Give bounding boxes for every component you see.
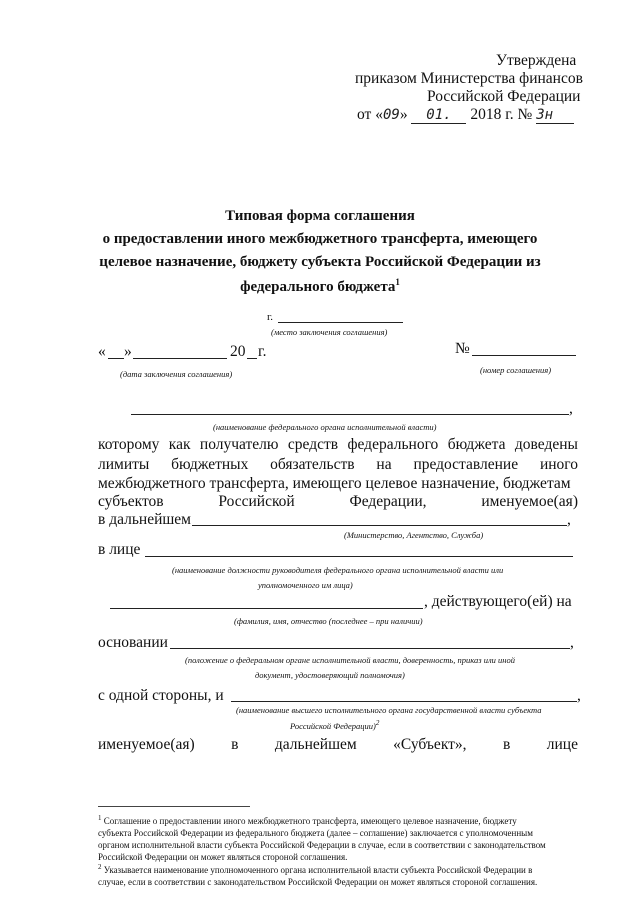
approval-line-2: приказом Министерства финансов: [355, 70, 583, 87]
basis-label: основании: [98, 634, 168, 651]
date-day-field[interactable]: [108, 358, 124, 359]
acting-label: , действующего(ей) на: [424, 593, 572, 610]
ministry-field[interactable]: [192, 525, 567, 526]
name-caption: (фамилия, имя, отчество (последнее – при наличии): [234, 616, 423, 626]
in-person-label: в лице: [98, 541, 141, 558]
paragraph-last-line: [98, 736, 578, 754]
date-year-field[interactable]: [247, 358, 257, 359]
authority-name-field[interactable]: [131, 414, 569, 415]
subject-caption-1: (наименование высшего исполнительного органа государственной власти субъекта: [236, 705, 542, 715]
approval-date-year: 2018 г. №: [470, 106, 533, 123]
word: федерального: [347, 436, 439, 453]
word: которому: [98, 436, 160, 453]
footnote-1: [98, 812, 582, 863]
footnote-1-line-2: субъекта Российской Федерации из федерального бюджета (далее – соглашение) заключается с уполномоченным: [98, 828, 533, 838]
footnote-2-line-1: Указывается наименование уполномоченного органа исполнительной власти субъекта Российской Федерации в: [103, 865, 533, 875]
word: именуемое(ая): [481, 493, 578, 510]
title-line-2: о предоставлении иного межбюджетного трансферта, имеющего: [102, 231, 538, 247]
paragraph-line-1: [98, 436, 578, 454]
approval-date-day: 09: [382, 107, 400, 123]
approval-line-1: Утверждена: [496, 52, 577, 69]
date-year-suffix: г.: [258, 343, 267, 360]
word: средств: [287, 436, 339, 453]
approval-order-number: 3н: [536, 107, 574, 124]
word: Федерации,: [349, 493, 427, 510]
footnote-2-mark: 2: [98, 863, 102, 871]
agreement-number-field[interactable]: [472, 355, 576, 356]
word: бюджета: [447, 436, 506, 453]
word: в: [231, 736, 239, 753]
subject-footnote-mark: 2: [375, 719, 380, 727]
title-line-1: Типовая форма соглашения: [225, 208, 415, 224]
word: лимиты: [98, 456, 150, 473]
word: получателю: [199, 436, 279, 453]
number-caption: (номер соглашения): [480, 365, 552, 375]
title-line-4-text: федерального бюджета: [240, 279, 396, 295]
date-close-quote: »: [124, 343, 132, 360]
word: иного: [539, 456, 578, 473]
approval-date-line: [357, 106, 574, 124]
word: Российской: [218, 493, 295, 510]
footnote-1-line-3: органом исполнительной власти субъекта Российской Федерации в случае, если в соответствии с законодательством: [98, 840, 546, 850]
ministry-comma: ,: [567, 511, 571, 528]
title-footnote-mark: 1: [395, 277, 400, 287]
ministry-caption: (Министерство, Агентство, Служба): [344, 530, 484, 540]
position-field[interactable]: [145, 556, 573, 557]
word: бюджетных: [171, 456, 249, 473]
paragraph-line-5: в дальнейшем: [98, 511, 191, 528]
place-caption: (место заключения соглашения): [271, 327, 388, 337]
paragraph-line-2: [98, 456, 578, 474]
word: как: [168, 436, 191, 453]
word: на: [376, 456, 392, 473]
date-open-quote: «: [98, 343, 106, 360]
basis-caption-2: документ, удостоверяющий полномочия): [255, 670, 405, 680]
date-year-prefix: 20: [230, 343, 246, 360]
word: именуемое(ая): [98, 736, 195, 753]
footnote-separator: [98, 806, 250, 807]
basis-caption-1: (положение о федеральном органе исполнительной власти, доверенность, приказ или иной: [185, 655, 516, 665]
footnote-1-line-1: Соглашение о предоставлении иного межбюджетного трансферта, имеющего целевое назначение, бюджету: [103, 816, 517, 826]
number-sign: №: [455, 340, 470, 357]
word: предоставление: [413, 456, 519, 473]
approval-line-3: Российской Федерации: [427, 88, 581, 105]
approval-date-prefix: от «: [357, 106, 383, 123]
basis-comma: ,: [570, 634, 574, 651]
footnote-2-line-2: случае, если в соответствии с законодательством Российской Федерации он может являться стороной соглашения.: [98, 877, 538, 887]
word: субъектов: [98, 493, 164, 510]
place-prefix: г.: [267, 311, 274, 323]
authority-caption: (наименование федерального органа исполнительной власти): [213, 422, 437, 432]
date-caption: (дата заключения соглашения): [120, 369, 233, 379]
place-field[interactable]: [278, 322, 403, 323]
subject-caption-2-text: Российской Федерации): [290, 720, 376, 731]
title-line-3: целевое назначение, бюджету субъекта Российской Федерации из: [99, 254, 541, 270]
word: лице: [546, 736, 578, 753]
word: обязательств: [270, 456, 355, 473]
footnote-2: [98, 861, 582, 888]
subject-caption-2: [290, 719, 379, 731]
authority-comma: ,: [569, 400, 573, 417]
approval-date-month: 01.: [411, 107, 466, 124]
full-name-field[interactable]: [110, 608, 423, 609]
word: доведены: [514, 436, 578, 453]
subject-authority-field[interactable]: [231, 701, 577, 702]
paragraph-line-4: [98, 493, 578, 511]
footnote-1-line-4: Российской Федерации он может являться стороной соглашения.: [98, 852, 348, 862]
one-side-label: с одной стороны, и: [98, 687, 224, 704]
word: дальнейшем: [274, 736, 357, 753]
date-month-field[interactable]: [133, 358, 227, 359]
paragraph-line-3: межбюджетного трансферта, имеющего целевое назначение, бюджетам: [98, 475, 571, 492]
basis-field[interactable]: [170, 648, 570, 649]
footnote-1-mark: 1: [98, 814, 102, 822]
word: «Субъект»,: [393, 736, 467, 753]
position-caption-1: (наименование должности руководителя федерального органа исполнительной власти или: [172, 565, 504, 575]
subject-comma: ,: [577, 687, 581, 704]
word: в: [503, 736, 511, 753]
title-line-4: [0, 277, 640, 296]
position-caption-2: уполномоченного им лица): [258, 580, 353, 590]
approval-date-mid: »: [399, 106, 412, 123]
